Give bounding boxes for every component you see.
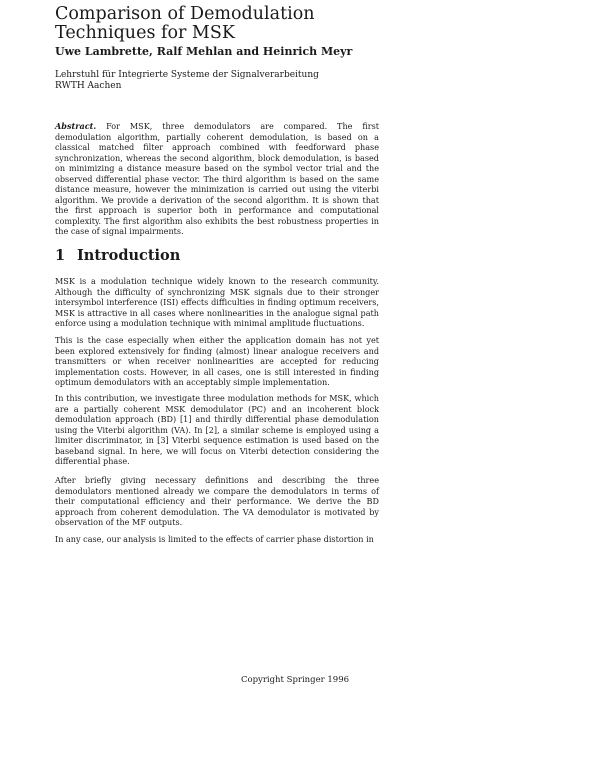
abstract [55, 121, 379, 237]
paper-title: Comparison of Demodulation Techniques for MSK [55, 4, 315, 43]
affiliation-institute: Lehrstuhl für Integrierte Systeme der Signalverarbeitung [55, 70, 319, 80]
abstract-text: For MSK, three demodulators are compared. The first demodulation algorithm, partially coherent demodulation, is based on a classical matched filter approach combined with feedforward phase synchronization, whereas the second algorithm, block demodulation, is based on minimizing a distance measure based on the symbol vector trial and the observed differential phase vector. The third algorithm is based on the same distance measure, however the minimization is carried out using the viterbi algorithm. We provide a derivation of the second algorithm. It is shown that the first approach is superior both in performance and computational complexity. The first algorithm also exhibits the best robustness properties in the case of signal impairments. [55, 121, 379, 236]
affiliation-university: RWTH Aachen [55, 81, 122, 91]
intro-paragraph-3: In this contribution, we investigate three modulation methods for MSK, which are a partially coherent MSK demodulator (PC) and an incoherent block demodulation approach (BD) [1] and thirdly differential phase demodulation using the Viterbi algorithm (VA). In [2], a similar scheme is employed using a limiter discriminator, in [3] Viterbi sequence estimation is used based on the baseband signal. In here, we will focus on Viterbi detection considering the differential phase. [55, 393, 379, 466]
intro-paragraph-2: This is the case especially when either the application domain has not yet been explored extensively for finding (almost) linear analogue receivers and transmitters or when receiver nonlinearities are accepted for reducing implementation costs. However, in all cases, one is still interested in finding optimum demodulators with an acceptably simple implementation. [55, 335, 379, 387]
abstract-label: Abstract. [55, 121, 97, 131]
affiliation [55, 70, 385, 92]
intro-paragraph-4: After briefly giving necessary definitions and describing the three demodulators mentioned already we compare the demodulators in terms of their computational efficiency and their performance. We derive the BD approach from coherent demodulation. The VA demodulator is motivated by observation of the MF outputs. [55, 475, 379, 527]
author-list: Uwe Lambrette, Ralf Mehlan and Heinrich Meyr [55, 45, 353, 58]
section-title: Introduction [77, 247, 181, 264]
section-heading [55, 247, 385, 265]
intro-paragraph-5: In any case, our analysis is limited to the effects of carrier phase distortion in [55, 534, 374, 544]
copyright-notice: Copyright Springer 1996 [240, 675, 350, 685]
section-number: 1 [55, 247, 66, 264]
intro-paragraph-1: MSK is a modulation technique widely known to the research community. Although the difficulty of synchronizing MSK signals due to their stronger intersymbol interference (ISI) effects difficulties in finding optimum receivers, MSK is attractive in all cases where nonlinearities in the analogue signal path enforce using a modulation technique with minimal amplitude fluctuations. [55, 276, 379, 328]
